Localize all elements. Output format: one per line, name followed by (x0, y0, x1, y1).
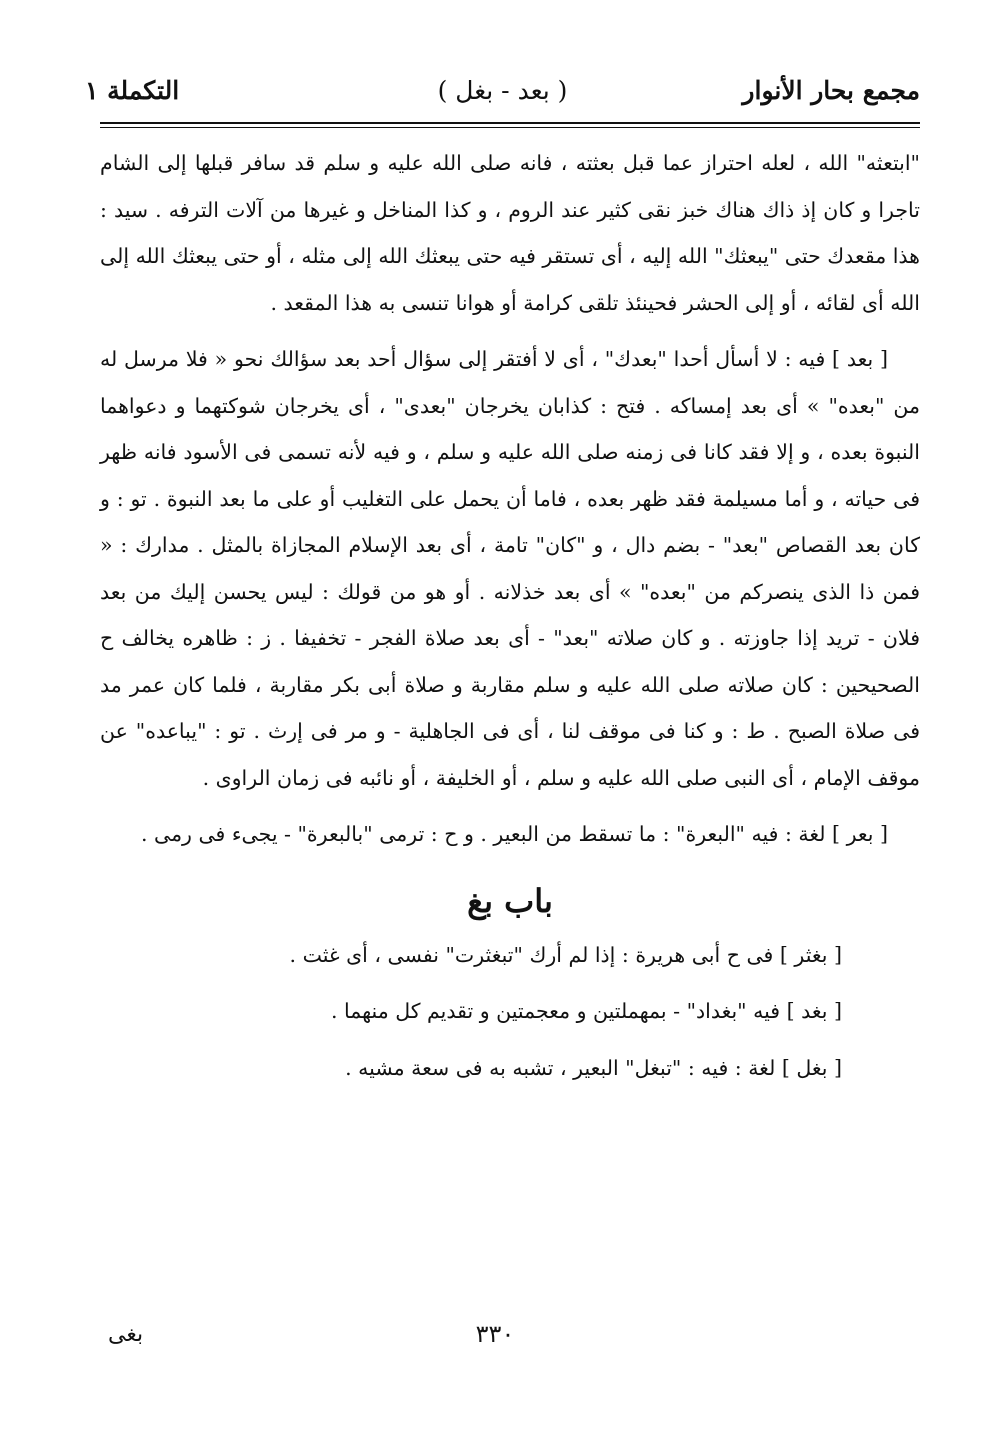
running-header (85, 70, 920, 120)
section-heading: باب بغ (467, 881, 553, 920)
entry-range: ( بعد - بغل ) (437, 76, 568, 105)
entry-baghthar: [ بغثر ] فى ح أبى هريرة : إذا لم أرك "تبغثرت" نفسى ، أى غثت . (289, 942, 842, 967)
book-title: مجمع بحار الأنوار (742, 76, 920, 105)
page-body (100, 140, 920, 1101)
paragraph-continuation: "ابتعثه" الله ، لعله احتراز عما قبل بعثته ، فانه صلى الله عليه و سلم قد سافر قبلها إلى الشام تاجرا و كان إذ ذاك هناك خبز نقى كثير عند الروم ، و كذا المناخل و غيرها من آلات الترفه . سيد : هذا مقعدك حتى "يبعثك" الله إليه ، أى تستقر فيه حتى يبعثك الله إلى مثله ، أو حتى يبعثك الله إلى الله أى لقائه ، أو إلى الحشر فحينئذ تلقى كرامة أو هوانا تنسى به هذا المقعد . (100, 151, 920, 315)
catchword: بغى (108, 1322, 144, 1347)
entry-list (100, 932, 920, 1092)
paragraph-entry-baar: [ بعر ] لغة : فيه "البعرة" : ما تسقط من البعير . و ح : ترمى "بالبعرة" - يجىء فى رمى . (140, 822, 888, 846)
paragraph-entry-baad: [ بعد ] فيه : لا أسأل أحدا "بعدك" ، أى لا أفتقر إلى سؤال أحد بعد سؤالك نحو « فلا مرسل له من "بعده" » أى بعد إمساكه . فتح : كذابان يخرجان "بعدى" ، أى يخرجان شوكتهما و دعواهما النبوة بعده ، و إلا فقد كانا فى زمنه صلى الله عليه و سلم ، و فيه لأنه تسمى فى الأسود فانه ظهر فى حياته ، و أما مسيلمة فقد ظهر بعده ، فاما أن يحمل على التغليب أو على ما بعد النبوة . تو : و كان بعد القصاص "بعد" - بضم دال ، و "كان" تامة ، أى بعد الإسلام المجازاة بالمثل . مدارك : « فمن ذا الذى ينصركم من "بعده" » أى بعد خذلانه . أو هو من قولك : ليس يحسن إليك من بعد فلان - تريد إذا جاوزته . و كان صلاته "بعد" - أى بعد صلاة الفجر - تخفيفا . ز : ظاهره يخالف ح الصحيحين : كان صلاته صلى الله عليه و سلم مقاربة و صلاة أبى بكر مقاربة ، فلما كان عمر مد فى صلاة الصبح . ط : و كنا فى موقف لنا ، أى فى الجاهلية - و مر فى إرث . تو : "يباعده" عن موقف الإمام ، أى النبى صلى الله عليه و سلم ، أو الخليفة ، أو نائبه فى زمان الراوى . (100, 347, 920, 790)
page-number: ٣٣٠ (475, 1320, 515, 1348)
volume-title: التكملة ١ (85, 76, 180, 105)
header-rule (100, 122, 920, 124)
header-rule-thin (100, 127, 920, 128)
entry-baghd: [ بغد ] فيه "بغداد" - بمهملتين و معجمتين و تقديم كل منهما . (330, 999, 842, 1023)
entry-baghl: [ بغل ] لغة : فيه : "تبغل" البعير ، تشبه به فى سعة مشيه . (345, 1055, 842, 1080)
